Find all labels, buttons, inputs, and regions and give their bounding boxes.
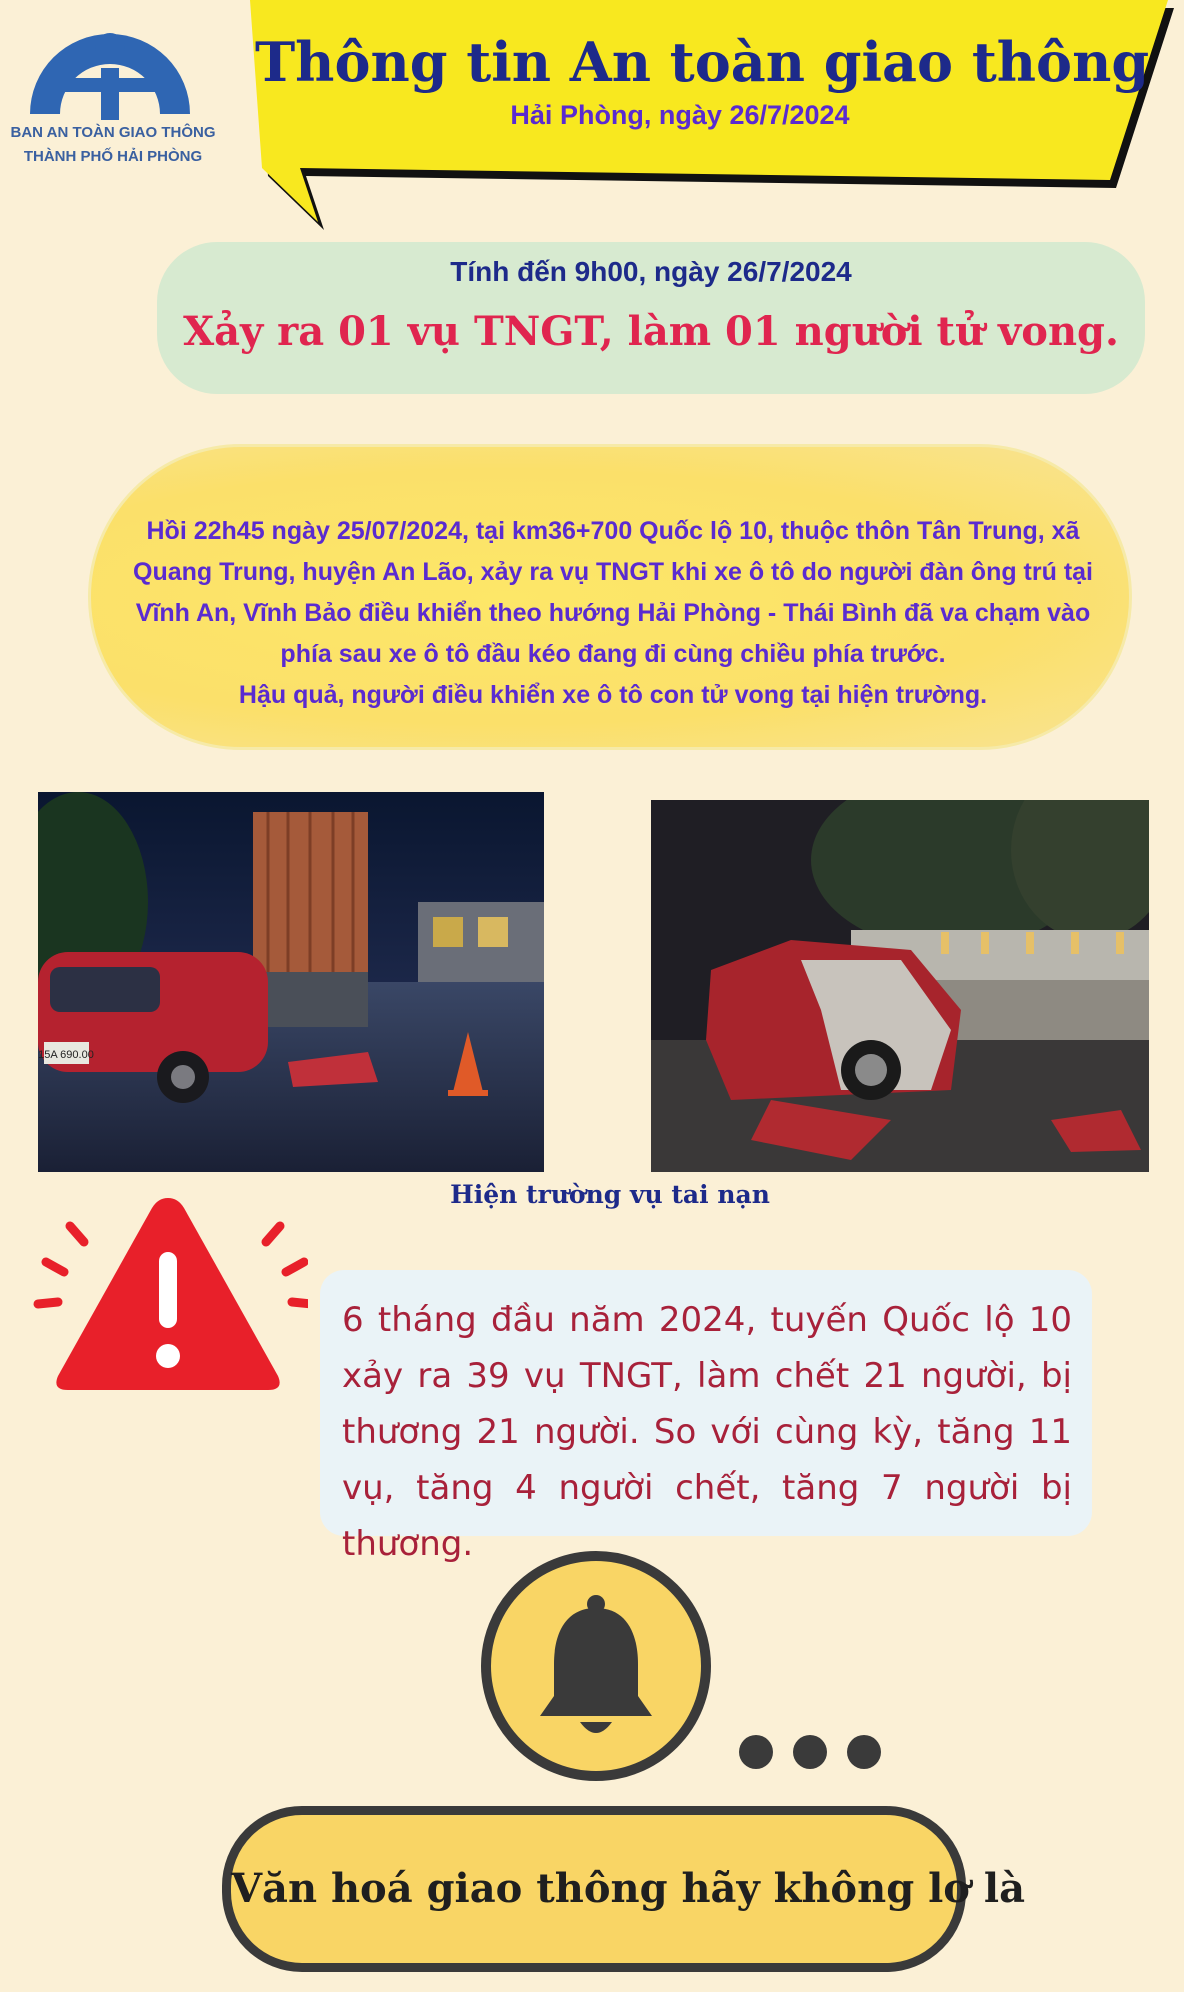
date-line: Hải Phòng, ngày 26/7/2024 <box>510 100 850 130</box>
page-title: Thông tin An toàn giao thông <box>255 30 1150 94</box>
traffic-safety-logo-icon <box>10 14 210 124</box>
warning-triangle-icon <box>28 1190 308 1410</box>
org-logo <box>8 14 216 174</box>
slogan-box <box>222 1806 1026 1972</box>
bell-icon <box>476 1546 716 1786</box>
summary-result: Xảy ra 01 vụ TNGT, làm 01 người tử vong. <box>183 308 1119 355</box>
accident-scene-illustration-2 <box>651 800 1149 1172</box>
org-name-line1: BAN AN TOÀN GIAO THÔNG <box>10 124 216 141</box>
incident-consequence: Hậu quả, người điều khiển xe ô tô con tử vong tại hiện trường. <box>238 681 988 709</box>
photo-caption: Hiện trường vụ tai nạn <box>450 1180 770 1209</box>
accident-scene-illustration-1 <box>38 792 544 1172</box>
slogan-text: Văn hoá giao thông hãy không lơ là <box>231 1865 1026 1912</box>
statistics-box <box>320 1270 1092 1564</box>
statistics-text: 6 tháng đầu năm 2024, tuyến Quốc lộ 10 xảy ra 39 vụ TNGT, làm chết 21 người, bị thương 21 người. So với cùng kỳ, tăng 11 vụ, tăng 4 người chết, tăng 7 người bị thương. <box>342 1300 1072 1564</box>
license-plate-text: 15A 690.00 <box>38 1049 94 1061</box>
summary-as-of: Tính đến 9h00, ngày 26/7/2024 <box>450 256 852 287</box>
org-name-line2: THÀNH PHỐ HẢI PHÒNG <box>23 148 203 165</box>
incident-detail <box>121 511 1105 716</box>
ellipsis-icon <box>736 1732 886 1772</box>
summary-box <box>157 242 1145 394</box>
header-banner <box>0 0 1184 230</box>
incident-description: Hồi 22h45 ngày 25/07/2024, tại km36+700 Quốc lộ 10, thuộc thôn Tân Trung, xã Quang Trung, huyện An Lão, xảy ra vụ TNGT khi xe ô tô do người đàn ông trú tại Vĩnh An, Vĩnh Bảo điều khiển theo hướng Hải Phòng - Thái Bình đã va chạm vào phía sau xe ô tô đầu kéo đang đi cùng chiều phía trước. <box>133 517 1093 668</box>
incident-detail-box <box>88 444 1132 750</box>
accident-photo-1 <box>38 792 544 1172</box>
accident-photo-2 <box>651 800 1149 1172</box>
